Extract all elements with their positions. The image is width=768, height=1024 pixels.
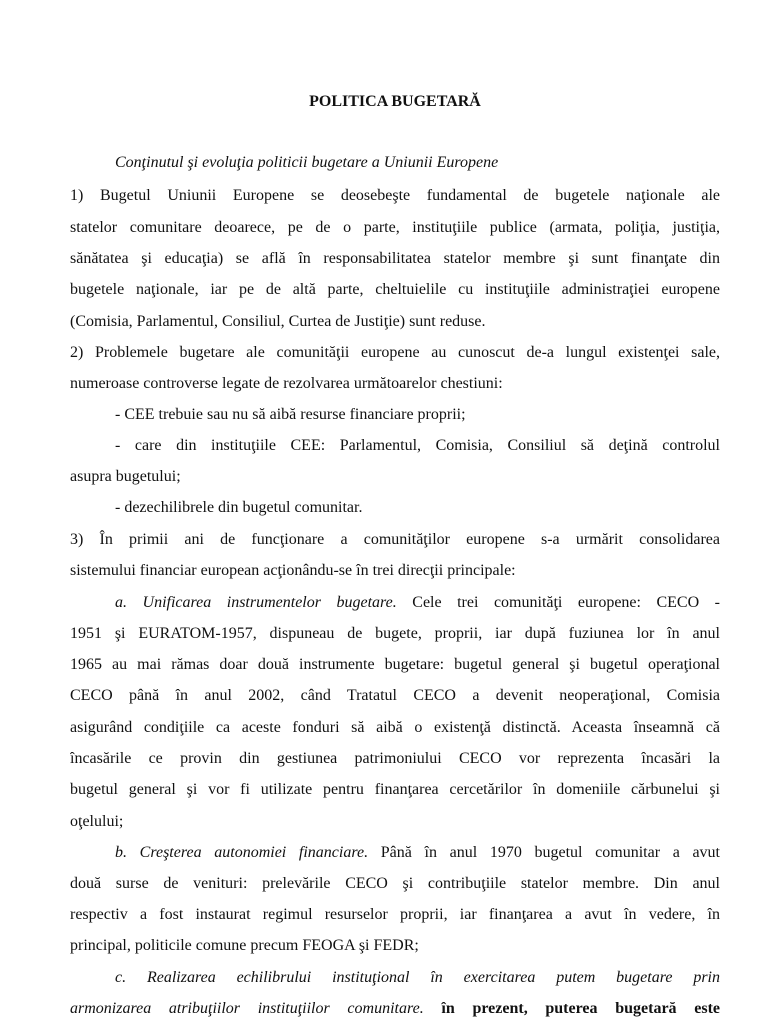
text-line: 2) Problemele bugetare ale comunităţii europene au cunoscut de-a lungul existenţei sale,: [70, 344, 720, 361]
text-line: numeroase controverse legate de rezolvarea următoarelor chestiuni:: [70, 375, 503, 392]
text-line: sănătatea şi educaţia) se află în responsabilitatea statelor membre şi sunt finanţate din: [70, 250, 720, 267]
text-line: CECO până în anul 2002, când Tratatul CECO a devenit neoperaţional, Comisia: [70, 687, 720, 704]
paragraph-a-first-line: [70, 593, 720, 613]
paragraph-a-label: a. Unificarea instrumentelor bugetare.: [115, 594, 397, 611]
document-title: POLITICA BUGETARĂ: [309, 93, 481, 110]
text-line: 1) Bugetul Uniunii Europene se deosebeşte fundamental de bugetele naţionale ale: [70, 187, 720, 204]
paragraph-b-label: b. Creşterea autonomiei financiare.: [115, 844, 369, 861]
paragraph-c-label-line: c. Realizarea echilibrului instituţional în exercitarea putem bugetare prin: [115, 969, 720, 986]
text-line: două surse de venituri: prelevările CECO şi contribuţiile statelor membre. Din anul: [70, 875, 720, 892]
text-line: sistemului financiar european acţionându-se în trei direcţii principale:: [70, 562, 516, 579]
text-line: 1965 au mai rămas doar două instrumente bugetare: bugetul general şi bugetul operaţional: [70, 656, 720, 673]
bullet-item: - dezechilibrele din bugetul comunitar.: [115, 499, 363, 516]
paragraph-c-rest: în prezent, puterea bugetară este: [441, 1000, 720, 1017]
paragraph-a-rest: Cele trei comunităţi europene: CECO -: [412, 594, 720, 611]
text-line: 3) În primii ani de funcţionare a comunităţilor europene s-a urmărit consolidarea: [70, 531, 720, 548]
text-line: respectiv a fost instaurat regimul resurselor proprii, iar finanţarea a avut în vedere, în: [70, 906, 720, 923]
text-line: bugetul general şi vor fi utilizate pentru finanţarea cercetărilor în domeniile cărbunelui şi: [70, 781, 720, 798]
text-line: oţelului;: [70, 813, 124, 830]
bullet-item: - care din instituţiile CEE: Parlamentul, Comisia, Consiliul să deţină controlul: [115, 437, 720, 454]
text-line: bugetele naţionale, iar pe de altă parte, cheltuielile cu instituţiile administraţiei europene: [70, 281, 720, 298]
section-subtitle: Conţinutul şi evoluţia politicii bugetare a Uniunii Europene: [115, 154, 499, 171]
text-line: (Comisia, Parlamentul, Consiliul, Curtea de Justiţie) sunt reduse.: [70, 313, 486, 330]
paragraph-c-second-line: [70, 999, 720, 1019]
paragraph-c-label: armonizarea atribuţiilor instituţiilor comunitare.: [70, 1000, 424, 1017]
bullet-item: - CEE trebuie sau nu să aibă resurse financiare proprii;: [115, 406, 466, 423]
text-line: 1951 şi EURATOM-1957, dispuneau de bugete, proprii, iar după fuziunea lor în anul: [70, 625, 720, 642]
paragraph-b-rest: Până în anul 1970 bugetul comunitar a avut: [380, 844, 720, 861]
paragraph-b-first-line: [70, 843, 720, 863]
text-line: încasările ce provin din gestiunea patrimoniului CECO vor reprezenta încasări la: [70, 750, 720, 767]
text-line: asigurând condiţiile ca aceste fonduri să aibă o existenţă distinctă. Aceasta înseamnă că: [70, 719, 720, 736]
text-line: statelor comunitare deoarece, pe de o parte, instituţiile publice (armata, poliţia, justiţia,: [70, 219, 720, 236]
text-line: asupra bugetului;: [70, 468, 181, 485]
text-line: principal, politicile comune precum FEOGA şi FEDR;: [70, 937, 419, 954]
